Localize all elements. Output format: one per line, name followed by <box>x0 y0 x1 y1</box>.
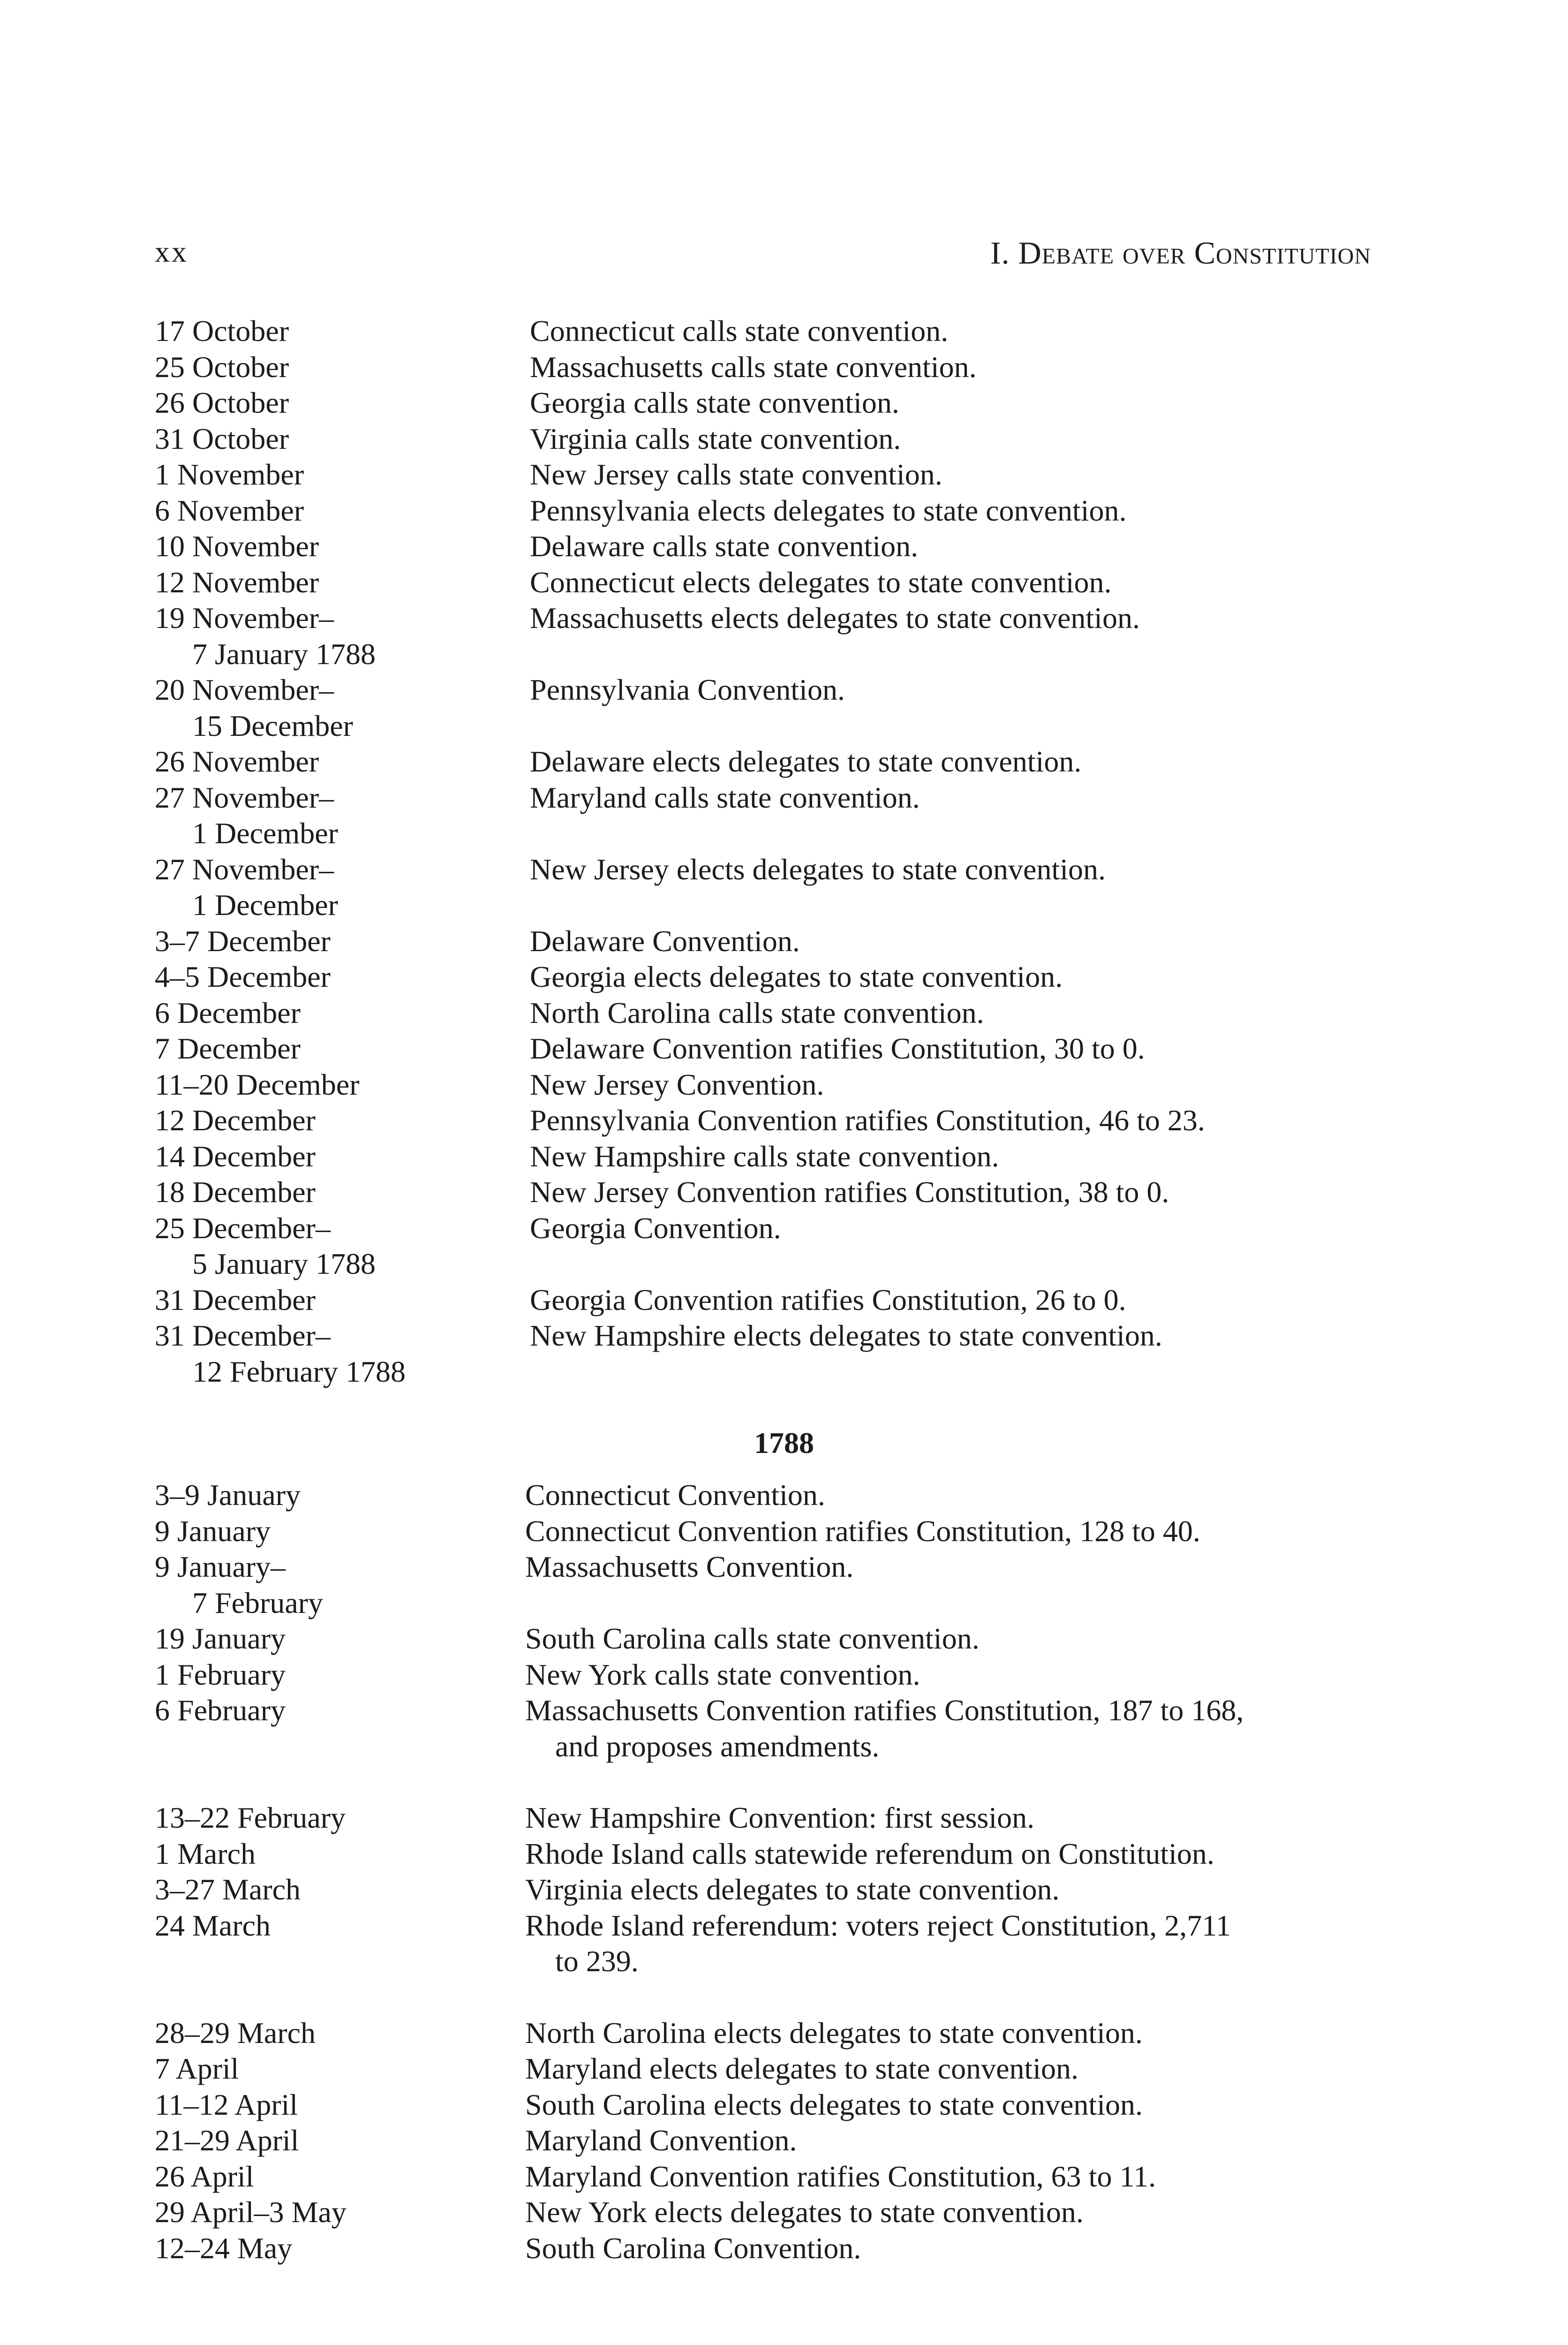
timeline-entry <box>155 1621 1393 1657</box>
timeline-entry <box>155 959 1393 995</box>
entry-date <box>155 1103 530 1139</box>
timeline-entry <box>155 2123 1393 2159</box>
entry-date-line: 12–24 May <box>155 2231 293 2265</box>
page-number: xx <box>155 235 188 268</box>
entry-date-line: 1 March <box>155 1837 256 1870</box>
entry-date <box>155 313 530 349</box>
entry-date-line: 6 February <box>155 1694 286 1727</box>
entry-date-line: 31 October <box>155 422 289 455</box>
entry-date-line: 1 December <box>192 817 338 850</box>
entry-date <box>155 1067 530 1103</box>
entry-date-line: 6 November <box>155 493 304 527</box>
entry-event-line: Georgia elects delegates to state convention. <box>530 960 1063 993</box>
entry-event <box>525 1513 1393 1550</box>
entry-date <box>155 2015 525 2051</box>
entry-date <box>155 744 530 780</box>
timeline-entry <box>155 600 1393 672</box>
timeline-entry <box>155 1872 1393 1908</box>
entry-date-line: 6 December <box>155 996 301 1029</box>
entry-date-line: 11–12 April <box>155 2088 298 2121</box>
entry-event <box>525 2015 1393 2051</box>
entry-event <box>530 493 1393 529</box>
entry-date-line: 5 January 1788 <box>192 1247 376 1280</box>
entry-event-line: Pennsylvania Convention ratifies Constitution, 46 to 23. <box>530 1104 1205 1137</box>
entry-event <box>525 2087 1393 2123</box>
entry-date-line: 26 November <box>155 745 319 778</box>
entry-event-line: Pennsylvania Convention. <box>530 673 845 706</box>
entry-date-line: 13–22 February <box>155 1801 346 1834</box>
entry-event-line: New York calls state convention. <box>525 1657 920 1691</box>
timeline-entry <box>155 672 1393 744</box>
timeline-entry <box>155 385 1393 421</box>
entry-date <box>155 1031 530 1067</box>
entry-date-line: 15 December <box>192 709 353 742</box>
entry-event <box>530 421 1393 457</box>
entry-event <box>530 1103 1393 1139</box>
entry-event-line: Georgia Convention ratifies Constitution, 26 to 0. <box>530 1283 1126 1316</box>
entry-event <box>530 1174 1393 1210</box>
entry-event <box>530 457 1393 493</box>
entry-date <box>155 565 530 601</box>
entry-date <box>155 1210 530 1282</box>
entry-event-line: and proposes amendments. <box>555 1729 880 1763</box>
entry-date-line: 19 January <box>155 1622 286 1655</box>
entry-event-line: Connecticut Convention. <box>525 1478 825 1512</box>
entry-date-line: 1 November <box>155 458 304 491</box>
entry-event <box>530 852 1393 888</box>
entry-date-line: 27 November– <box>155 852 334 886</box>
timeline-entry <box>155 529 1393 565</box>
entry-date-line: 7 December <box>155 1032 301 1065</box>
entry-date <box>155 2231 525 2267</box>
entry-date <box>155 1657 525 1693</box>
timeline-entry <box>155 1800 1393 1836</box>
entry-date <box>155 1621 525 1657</box>
entry-event-line: Maryland Convention. <box>525 2124 797 2157</box>
entry-event <box>525 1477 1393 1513</box>
timeline-entry <box>155 2159 1393 2195</box>
entry-event-line: Massachusetts elects delegates to state convention. <box>530 601 1140 635</box>
timeline-1787 <box>155 313 1393 1390</box>
entry-event-line: Virginia elects delegates to state convention. <box>525 1873 1060 1906</box>
entry-date-line: 28–29 March <box>155 2016 316 2050</box>
timeline-entry <box>155 421 1393 457</box>
entry-date <box>155 1549 525 1621</box>
entry-event-line: South Carolina elects delegates to state convention. <box>525 2088 1143 2121</box>
entry-date <box>155 1693 525 1729</box>
entry-date <box>155 1318 530 1390</box>
timeline-entry <box>155 1067 1393 1103</box>
entry-date-line: 3–27 March <box>155 1873 301 1906</box>
entry-date <box>155 1477 525 1513</box>
entry-date <box>155 349 530 386</box>
entry-date-line: 31 December– <box>155 1319 331 1352</box>
entry-event <box>530 995 1393 1031</box>
entry-date-line: 3–7 December <box>155 924 331 958</box>
entry-event-line: New Hampshire elects delegates to state convention. <box>530 1319 1162 1352</box>
entry-event <box>530 1067 1393 1103</box>
entry-date-line: 20 November– <box>155 673 334 706</box>
entry-date <box>155 1513 525 1550</box>
timeline-entry <box>155 1174 1393 1210</box>
entry-date <box>155 1174 530 1210</box>
entry-event-line: Maryland Convention ratifies Constitution, 63 to 11. <box>525 2159 1156 2193</box>
entry-event-line: Connecticut elects delegates to state convention. <box>530 565 1112 599</box>
entry-event <box>525 2194 1393 2231</box>
timeline-entry <box>155 1513 1393 1550</box>
entry-date-line: 4–5 December <box>155 960 331 993</box>
timeline-entry <box>155 1549 1393 1621</box>
entry-date <box>155 672 530 744</box>
timeline-entry <box>155 744 1393 780</box>
entry-date <box>155 959 530 995</box>
entry-event-line: New York elects delegates to state convention. <box>525 2195 1084 2229</box>
entry-event <box>530 672 1393 708</box>
entry-date-line: 12 December <box>155 1104 316 1137</box>
entry-date-line: 17 October <box>155 314 289 348</box>
entry-event-line: Delaware Convention. <box>530 924 800 958</box>
entry-event-line: Pennsylvania elects delegates to state convention. <box>530 493 1127 527</box>
entry-date <box>155 1800 525 1836</box>
entry-date <box>155 1282 530 1318</box>
entry-event-line: New Hampshire Convention: first session. <box>525 1801 1035 1834</box>
entry-event-line: New Jersey Convention. <box>530 1067 824 1101</box>
entry-event-line: Georgia calls state convention. <box>530 386 899 419</box>
entry-date <box>155 2123 525 2159</box>
entry-event <box>525 1800 1393 1836</box>
entry-event <box>525 1549 1393 1585</box>
entry-event-line: Rhode Island calls statewide referendum on Constitution. <box>525 1837 1214 1870</box>
entry-event-line: New Jersey Convention ratifies Constitution, 38 to 0. <box>530 1175 1169 1209</box>
entry-event <box>530 1031 1393 1067</box>
timeline-entry <box>155 1210 1393 1282</box>
entry-event <box>530 959 1393 995</box>
year-heading-1788: 1788 <box>754 1426 814 1460</box>
entry-date <box>155 457 530 493</box>
entry-date-line: 26 October <box>155 386 289 419</box>
timeline-entry <box>155 1657 1393 1693</box>
entry-date-line: 29 April–3 May <box>155 2195 347 2229</box>
entry-event-line: Massachusetts Convention ratifies Constitution, 187 to 168, <box>525 1694 1244 1727</box>
entry-event-line: Delaware elects delegates to state convention. <box>530 745 1082 778</box>
entry-event <box>525 2159 1393 2195</box>
entry-date <box>155 600 530 672</box>
entry-date-line: 12 February 1788 <box>192 1354 406 1388</box>
entry-date <box>155 2194 525 2231</box>
entry-event <box>530 565 1393 601</box>
entry-date <box>155 421 530 457</box>
timeline-entry <box>155 1282 1393 1318</box>
timeline-1788 <box>155 1477 1393 2266</box>
timeline-entry <box>155 852 1393 923</box>
entry-event <box>525 1657 1393 1693</box>
entry-date-line: 9 January– <box>155 1550 286 1583</box>
entry-date-line: 9 January <box>155 1514 271 1548</box>
entry-event-line: Maryland calls state convention. <box>530 780 920 814</box>
entry-date-line: 1 February <box>155 1657 286 1691</box>
entry-event <box>530 385 1393 421</box>
timeline-entry <box>155 995 1393 1031</box>
entry-date <box>155 1908 525 1944</box>
entry-date <box>155 923 530 960</box>
entry-event-line: Connecticut calls state convention. <box>530 314 949 348</box>
running-head: I. Debate over Constitution <box>990 235 1371 271</box>
entry-date <box>155 1139 530 1175</box>
entry-event <box>530 1282 1393 1318</box>
entry-date-line: 25 December– <box>155 1211 331 1245</box>
entry-date <box>155 2051 525 2087</box>
entry-date <box>155 2087 525 2123</box>
entry-event <box>530 529 1393 565</box>
entry-event <box>530 1139 1393 1175</box>
entry-event <box>525 2051 1393 2087</box>
entry-event <box>530 349 1393 386</box>
entry-event-line: New Hampshire calls state convention. <box>530 1139 999 1173</box>
entry-date-line: 1 December <box>192 888 338 922</box>
timeline-entry <box>155 457 1393 493</box>
entry-event-line: Georgia Convention. <box>530 1211 781 1245</box>
timeline-entry <box>155 493 1393 529</box>
timeline-entry <box>155 1031 1393 1067</box>
entry-date-line: 18 December <box>155 1175 316 1209</box>
entry-event-line: Rhode Island referendum: voters reject Constitution, 2,711 <box>525 1908 1231 1942</box>
timeline-entry <box>155 2194 1393 2231</box>
entry-event-line: Virginia calls state convention. <box>530 422 901 455</box>
timeline-entry <box>155 923 1393 960</box>
timeline-entry <box>155 565 1393 601</box>
entry-event-line: South Carolina calls state convention. <box>525 1622 980 1655</box>
entry-event <box>525 1836 1393 1872</box>
entry-date <box>155 2159 525 2195</box>
entry-event-line: New Jersey calls state convention. <box>530 458 942 491</box>
timeline-entry <box>155 2015 1393 2051</box>
timeline-entry <box>155 313 1393 349</box>
entry-date-line: 26 April <box>155 2159 254 2193</box>
entry-date-line: 10 November <box>155 530 319 563</box>
entry-event <box>525 2123 1393 2159</box>
entry-event-line: Massachusetts Convention. <box>525 1550 854 1583</box>
entry-date <box>155 852 530 923</box>
entry-date <box>155 385 530 421</box>
entry-event-line: Maryland elects delegates to state convention. <box>525 2052 1079 2085</box>
entry-date <box>155 493 530 529</box>
entry-date <box>155 780 530 852</box>
timeline-entry <box>155 1139 1393 1175</box>
entry-event <box>530 600 1393 636</box>
timeline-entry <box>155 1908 1393 1980</box>
timeline-entry <box>155 2051 1393 2087</box>
entry-date-line: 7 January 1788 <box>192 637 376 671</box>
entry-date-line: 25 October <box>155 350 289 384</box>
timeline-entry <box>155 1318 1393 1390</box>
entry-date-line: 12 November <box>155 565 319 599</box>
entry-event <box>530 744 1393 780</box>
timeline-entry <box>155 349 1393 386</box>
entry-date-line: 24 March <box>155 1908 271 1942</box>
entry-date <box>155 1872 525 1908</box>
entry-date-line: 7 April <box>155 2052 239 2085</box>
entry-date-line: 14 December <box>155 1139 316 1173</box>
timeline-entry <box>155 1103 1393 1139</box>
entry-date-line: 31 December <box>155 1283 316 1316</box>
entry-event <box>530 1210 1393 1247</box>
entry-event <box>525 1908 1393 1980</box>
timeline-entry <box>155 780 1393 852</box>
entry-event-line: Delaware Convention ratifies Constitution, 30 to 0. <box>530 1032 1145 1065</box>
entry-event-line: South Carolina Convention. <box>525 2231 861 2265</box>
entry-date <box>155 1836 525 1872</box>
entry-event <box>525 1621 1393 1657</box>
entry-date-line: 21–29 April <box>155 2124 299 2157</box>
timeline-entry <box>155 2231 1393 2267</box>
entry-event-line: to 239. <box>555 1944 639 1978</box>
entry-date-line: 27 November– <box>155 780 334 814</box>
timeline-entry <box>155 2087 1393 2123</box>
entry-date-line: 7 February <box>192 1586 324 1619</box>
entry-event <box>530 1318 1393 1354</box>
entry-event-line: Connecticut Convention ratifies Constitution, 128 to 40. <box>525 1514 1200 1548</box>
entry-event <box>530 313 1393 349</box>
entry-date-line: 11–20 December <box>155 1067 360 1101</box>
entry-event-line: New Jersey elects delegates to state convention. <box>530 852 1106 886</box>
entry-event <box>525 2231 1393 2267</box>
entry-date-line: 3–9 January <box>155 1478 301 1512</box>
entry-event-line: Massachusetts calls state convention. <box>530 350 977 384</box>
entry-event-line: Delaware calls state convention. <box>530 530 919 563</box>
entry-date <box>155 529 530 565</box>
entry-event-line: North Carolina elects delegates to state convention. <box>525 2016 1143 2050</box>
entry-date-line: 19 November– <box>155 601 334 635</box>
timeline-entry <box>155 1693 1393 1764</box>
entry-event <box>525 1693 1393 1764</box>
entry-event-line: North Carolina calls state convention. <box>530 996 984 1029</box>
entry-event <box>530 780 1393 816</box>
entry-date <box>155 995 530 1031</box>
entry-event <box>530 923 1393 960</box>
entry-event <box>525 1872 1393 1908</box>
timeline-entry <box>155 1836 1393 1872</box>
timeline-entry <box>155 1477 1393 1513</box>
